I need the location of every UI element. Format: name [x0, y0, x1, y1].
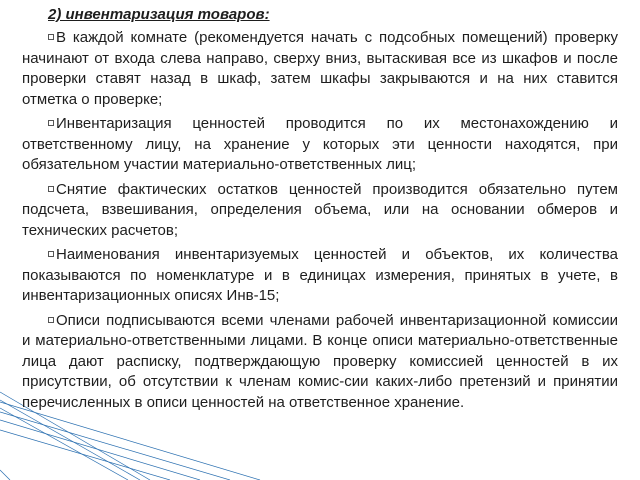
- square-bullet-icon: [48, 186, 54, 192]
- paragraph-3: [22, 180, 618, 242]
- text-content: [22, 4, 618, 417]
- paragraph-1: [22, 28, 618, 110]
- paragraph-5: [22, 311, 618, 414]
- square-bullet-icon: [48, 251, 54, 257]
- square-bullet-icon: [48, 34, 54, 40]
- paragraph-4-text: Наименования инвентаризуемых ценностей и объектов, их количества показываются по номенклатуре и в единицах измерения, принятых в учете, в инвентаризационных описях Инв-15;: [22, 246, 618, 304]
- paragraph-2-text: Инвентаризация ценностей проводится по их местонахождению и ответственному лицу, на хранение у которых эти ценности находятся, при обязательном участии материально-ответственных лиц;: [22, 115, 618, 173]
- paragraph-2: [22, 114, 618, 176]
- section-heading: 2) инвентаризация товаров:: [48, 6, 270, 23]
- square-bullet-icon: [48, 317, 54, 323]
- paragraph-3-text: Снятие фактических остатков ценностей производится обязательно путем подсчета, взвешивания, определения объема, или на основании обмеров и технических расчетов;: [22, 180, 618, 239]
- paragraph-1-text: В каждой комнате (рекомендуется начать с подсобных помещений) проверку начинают от входа слева направо, сверху вниз, вытаскивая все из шкафов и после проверки ставят назад в шкаф, затем шкафы закрываются и на них ставится отметка о проверке;: [22, 29, 618, 108]
- square-bullet-icon: [48, 120, 54, 126]
- paragraph-4: [22, 245, 618, 307]
- paragraph-5-text: Описи подписываются всеми членами рабочей инвентаризационной комиссии и материально-ответственными лицами. В конце описи материально-ответственные лица дают расписку, подтверждающую проверку комиссией ценностей в их присутствии, об отсутствии к членам комис-сии каких-либо претензий и принятии перечисленных в описи ценностей на ответственное хранение.: [22, 311, 618, 411]
